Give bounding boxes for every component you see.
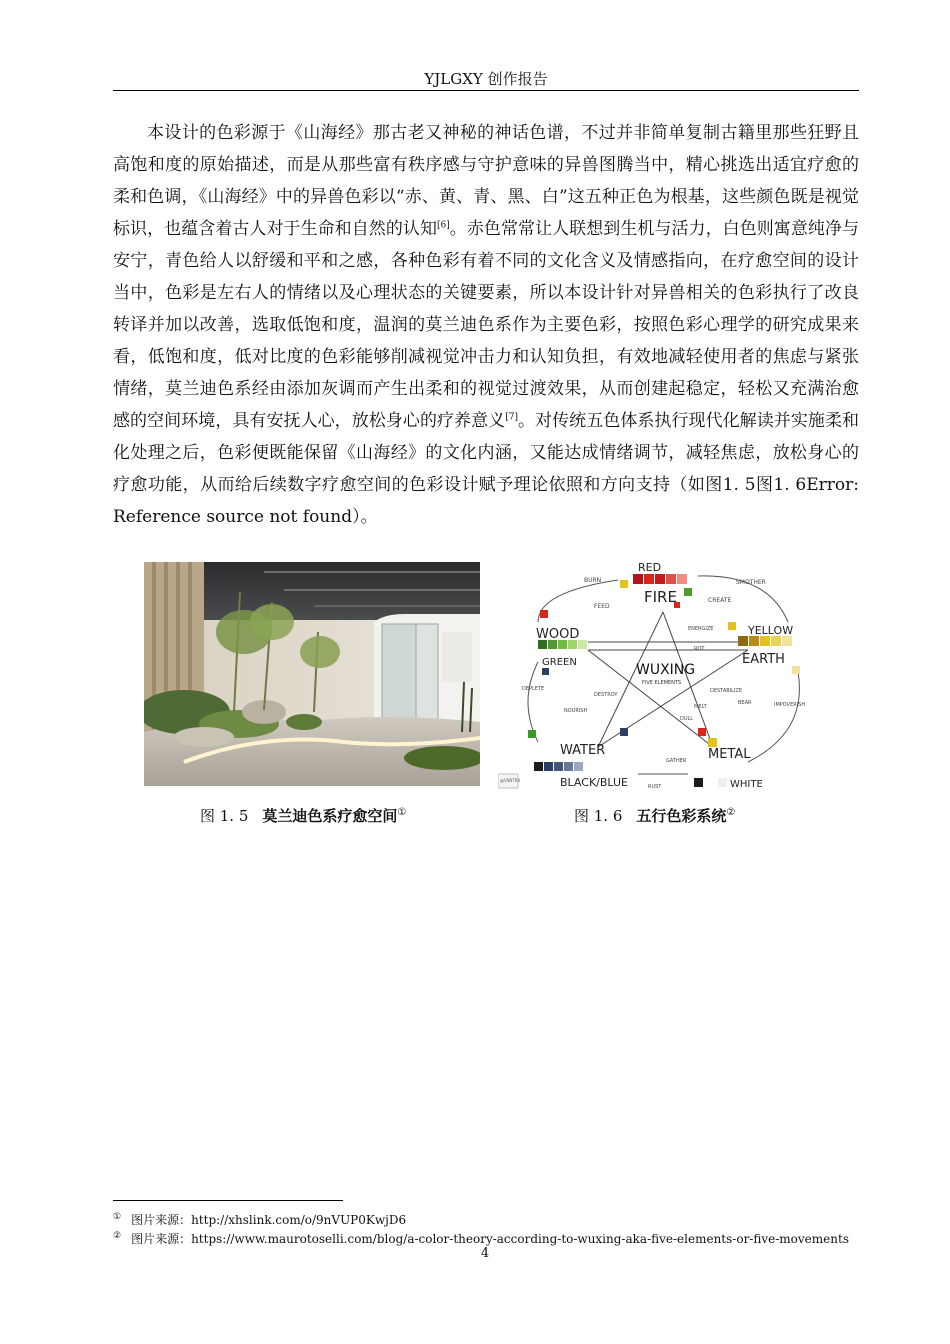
footnote-rule: [113, 1200, 343, 1201]
white-label: WHITE: [730, 779, 763, 790]
destabilize-label: DESTABILIZE: [710, 688, 743, 694]
footnote-2-mark: ②: [113, 1231, 122, 1241]
earth-label: EARTH: [742, 652, 785, 667]
figure-1-5-title: 莫兰迪色系疗愈空间: [262, 807, 398, 825]
figure-1-6-caption: [574, 806, 735, 826]
fire-label: FIRE: [644, 588, 677, 606]
figure-1-6-footnote-mark: ②: [726, 807, 736, 818]
green-label: GREEN: [542, 657, 577, 668]
corner-stamp: @VSNTRX: [500, 778, 521, 783]
nourish-label: NOURISH: [564, 708, 588, 714]
metal-label: METAL: [708, 747, 751, 762]
citation-7: [7]: [505, 412, 518, 423]
figure-1-5-footnote-mark: ①: [397, 807, 407, 818]
page-number: 4: [480, 1246, 490, 1261]
footnote-2-text: 图片来源：https://www.maurotoselli.com/blog/a-color-theory-according-to-wuxing-aka-five-elements-or-five-movements: [131, 1232, 849, 1246]
rot-label: ROT: [694, 646, 705, 652]
figure-1-6-number: 图 1. 6: [574, 807, 623, 825]
citation-6: [6]: [437, 220, 450, 231]
energize-label: ENERGIZE: [688, 626, 714, 632]
create-label: CREATE: [708, 597, 732, 604]
feed-label: FEED: [594, 603, 610, 610]
dull-label: DULL: [680, 716, 694, 722]
wuxing-title: WUXING: [636, 662, 696, 678]
paragraph-part-3: 。对传统五色体系执行现代化解读并实施柔和化处理之后，色彩便既能保留《山海经》的文化内涵，又能达成情绪调节，减轻焦虑，放松身心的疗愈功能，从而给后续数字疗愈空间的色彩设计赋予理论依照和方向支持（如图1. 5图1. 6Error: Reference source not found）。: [113, 411, 859, 527]
paragraph-part-1: 本设计的色彩源于《山海经》那古老又神秘的神话色谱，不过并非简单复制古籍里那些狂野且高饱和度的原始描述，而是从那些富有秩序感与守护意味的异兽图腾当中，精心挑选出适宜疗愈的柔和色调，《山海经》中的异兽色彩以“赤、黄、青、黑、白”这五种正色为根基，这些颜色既是视觉标识，也蕴含着古人对于生命和自然的认知: [113, 123, 859, 239]
gather-label: GATHER: [666, 758, 687, 764]
rust-label: RUST: [648, 784, 662, 790]
figure-1-5-number: 图 1. 5: [200, 807, 249, 825]
footnote-1: [113, 1212, 406, 1228]
wuxing-diagram: [498, 562, 816, 790]
smother-label: SMOTHER: [736, 579, 766, 586]
figure-1-6-title: 五行色彩系统: [636, 807, 727, 825]
wuxing-subtitle: FIVE ELEMENTS: [642, 680, 682, 686]
melt-label: MELT: [694, 704, 707, 710]
body-paragraph: [113, 117, 859, 533]
healing-space-illustration: [144, 562, 480, 786]
footnote-1-mark: ①: [113, 1212, 122, 1222]
figure-morandi-healing-space-photo: [144, 562, 480, 786]
deplete-label: DEPLETE: [522, 686, 545, 692]
black-blue-label: BLACK/BLUE: [560, 776, 628, 789]
bear-label: BEAR: [738, 700, 752, 706]
destroy-label: DESTROY: [594, 692, 618, 698]
body-text: [113, 117, 859, 533]
burn-label: BURN: [584, 577, 602, 584]
figure-1-5-caption: [200, 806, 406, 826]
header-rule: [113, 90, 859, 91]
water-label: WATER: [560, 743, 606, 758]
figure-wuxing-color-system: [498, 562, 816, 790]
impoverish-label: IMPOVERISH: [774, 702, 806, 708]
wood-label: WOOD: [536, 627, 580, 642]
page-header: YJLGXY 创作报告: [424, 70, 548, 88]
yellow-label: YELLOW: [748, 624, 794, 637]
red-label: RED: [638, 562, 662, 574]
paragraph-part-2: 。赤色常常让人联想到生机与活力，白色则寓意纯净与安宁，青色给人以舒缓和平和之感，各种色彩有着不同的文化含义及情感指向，在疗愈空间的设计当中，色彩是左右人的情绪以及心理状态的关键要素，所以本设计针对异兽相关的色彩执行了改良转译并加以改善，选取低饱和度，温润的莫兰迪色系作为主要色彩，按照色彩心理学的研究成果来看，低饱和度，低对比度的色彩能够削减视觉冲击力和认知负担，有效地减轻使用者的焦虑与紧张情绪，莫兰迪色系经由添加灰调而产生出柔和的视觉过渡效果，从而创建起稳定，轻松又充满治愈感的空间环境，具有安抚人心，放松身心的疗养意义: [113, 219, 860, 431]
footnote-2: [113, 1231, 849, 1247]
footnote-1-text: 图片来源：http://xhslink.com/o/9nVUP0KwjD6: [131, 1213, 407, 1227]
